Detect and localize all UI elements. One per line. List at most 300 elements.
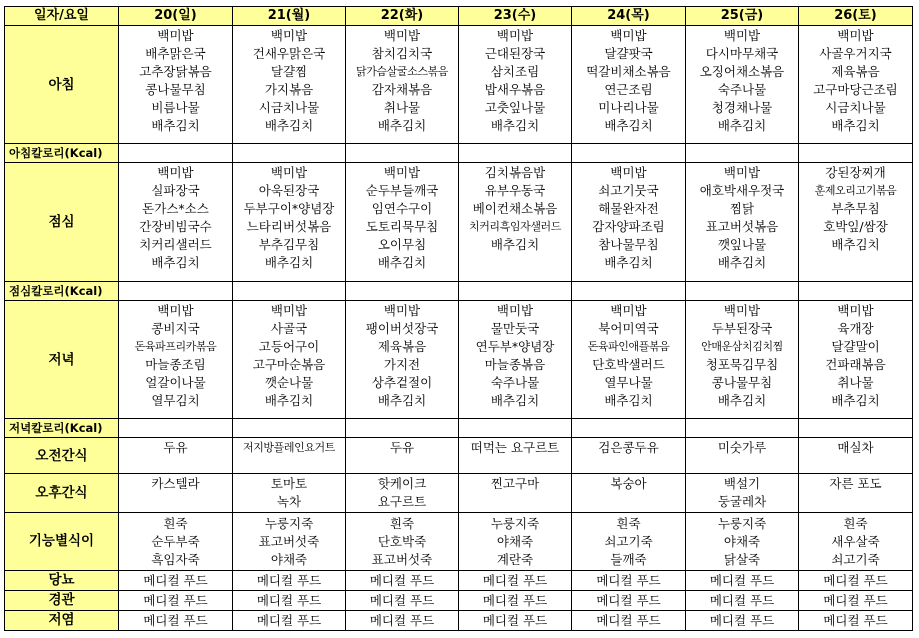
menu-item: 마늘종조림 bbox=[145, 356, 206, 372]
menu-cell bbox=[572, 610, 686, 630]
menu-cell bbox=[119, 512, 233, 570]
menu-item: 두부구이*양념장 bbox=[243, 201, 335, 217]
menu-item: 삼치조림 bbox=[490, 64, 540, 80]
menu-item: 고등어구이 bbox=[258, 338, 320, 354]
menu-item: 고구마당근조림 bbox=[813, 82, 898, 98]
menu-item: 취나물 bbox=[837, 374, 874, 390]
menu-item: 토마토 bbox=[270, 476, 308, 492]
calorie-cell bbox=[346, 419, 459, 438]
menu-item: 배추맑은국 bbox=[145, 46, 206, 62]
calorie-cell bbox=[799, 419, 913, 438]
menu-item: 찐고구마 bbox=[490, 476, 540, 492]
menu-item: 오이무침 bbox=[377, 237, 427, 253]
menu-item: 콩나물무침 bbox=[145, 82, 206, 98]
row-label: 아침칼로리(Kcal) bbox=[5, 144, 119, 163]
row-lunch-cal bbox=[5, 281, 913, 300]
menu-cell bbox=[459, 26, 572, 144]
menu-cell bbox=[346, 590, 459, 610]
menu-cell bbox=[799, 163, 913, 281]
menu-cell bbox=[799, 474, 913, 512]
menu-cell bbox=[119, 570, 233, 590]
menu-item: 감자채볶음 bbox=[371, 82, 433, 98]
menu-item: 배추김치 bbox=[831, 237, 880, 253]
menu-item: 배추김치 bbox=[604, 118, 653, 134]
menu-cell bbox=[459, 163, 572, 281]
menu-item: 사골국 bbox=[270, 320, 308, 336]
menu-item: 사골우거지국 bbox=[819, 46, 892, 62]
calorie-cell bbox=[799, 281, 913, 300]
menu-cell bbox=[459, 512, 572, 570]
menu-cell bbox=[119, 26, 233, 144]
menu-item: 찜닭 bbox=[729, 201, 755, 217]
calorie-cell bbox=[572, 144, 686, 163]
menu-item: 호박잎/쌈장 bbox=[823, 219, 888, 235]
menu-item: 카스텔라 bbox=[151, 476, 200, 492]
meal-plan-table bbox=[4, 6, 913, 631]
menu-item: 연두부*양념장 bbox=[475, 338, 555, 354]
menu-cell bbox=[346, 438, 459, 474]
menu-item: 깻순나물 bbox=[264, 374, 314, 390]
menu-item: 백미밥 bbox=[270, 165, 308, 181]
calorie-cell bbox=[233, 419, 346, 438]
menu-item: 상추겉절이 bbox=[371, 374, 433, 390]
menu-cell bbox=[686, 610, 799, 630]
menu-item: 제육볶음 bbox=[831, 64, 880, 80]
menu-item: 치커리흑임자샐러드 bbox=[468, 220, 562, 234]
menu-item: 메디컬 푸드 bbox=[823, 572, 888, 588]
day-header: 23(수) bbox=[459, 7, 572, 26]
menu-item: 제육볶음 bbox=[377, 338, 427, 354]
menu-cell bbox=[799, 26, 913, 144]
menu-item: 배추김치 bbox=[831, 392, 880, 408]
calorie-cell bbox=[459, 419, 572, 438]
menu-cell bbox=[799, 590, 913, 610]
header-corner: 일자/요일 bbox=[5, 7, 119, 26]
menu-item: 핫케이크 bbox=[377, 476, 427, 492]
menu-cell bbox=[233, 163, 346, 281]
menu-item: 북어미역국 bbox=[598, 320, 659, 336]
menu-cell bbox=[686, 474, 799, 512]
calorie-cell bbox=[119, 144, 233, 163]
menu-item: 매실차 bbox=[837, 440, 874, 456]
menu-item: 밥새우볶음 bbox=[484, 82, 546, 98]
calorie-cell bbox=[233, 144, 346, 163]
menu-item: 고구마순볶음 bbox=[252, 356, 326, 372]
menu-item: 누룽지죽 bbox=[264, 515, 314, 531]
calorie-cell bbox=[799, 144, 913, 163]
menu-item: 닭살죽 bbox=[723, 551, 761, 567]
row-label: 점심칼로리(Kcal) bbox=[5, 281, 119, 300]
menu-cell bbox=[119, 590, 233, 610]
menu-cell bbox=[686, 26, 799, 144]
calorie-cell bbox=[459, 144, 572, 163]
menu-item: 백미밥 bbox=[837, 28, 874, 44]
menu-item: 열무나물 bbox=[604, 374, 653, 390]
menu-item: 오징어채소볶음 bbox=[699, 64, 785, 80]
menu-item: 배추김치 bbox=[377, 255, 427, 271]
menu-item: 메디컬 푸드 bbox=[256, 612, 322, 628]
menu-item: 메디컬 푸드 bbox=[143, 572, 208, 588]
menu-cell bbox=[572, 300, 686, 418]
menu-item: 메디컬 푸드 bbox=[709, 572, 775, 588]
menu-item: 메디컬 푸드 bbox=[369, 612, 435, 628]
menu-item: 메디컬 푸드 bbox=[823, 592, 888, 608]
menu-item: 가지전 bbox=[383, 356, 421, 372]
row-pm-snack bbox=[5, 474, 913, 512]
menu-item: 흰죽 bbox=[843, 515, 868, 531]
menu-item: 떡갈비채소볶음 bbox=[586, 64, 671, 80]
menu-cell bbox=[233, 590, 346, 610]
menu-item: 배추김치 bbox=[717, 118, 767, 134]
menu-item: 물만둣국 bbox=[490, 320, 540, 336]
menu-cell bbox=[686, 300, 799, 418]
menu-item: 돈육파인애플볶음 bbox=[587, 339, 670, 353]
menu-item: 두유 bbox=[389, 440, 415, 456]
menu-item: 배추김치 bbox=[604, 392, 653, 408]
calorie-cell bbox=[119, 419, 233, 438]
day-header: 26(토) bbox=[799, 7, 913, 26]
row-dinner bbox=[5, 300, 913, 418]
calorie-cell bbox=[346, 281, 459, 300]
menu-item: 백미밥 bbox=[723, 28, 761, 44]
menu-item: 메디컬 푸드 bbox=[369, 572, 435, 588]
menu-cell bbox=[233, 570, 346, 590]
menu-item: 육개장 bbox=[837, 320, 874, 336]
menu-item: 두부된장국 bbox=[711, 320, 773, 336]
menu-item: 흰죽 bbox=[389, 515, 415, 531]
menu-item: 베이컨채소볶음 bbox=[472, 201, 558, 217]
calorie-cell bbox=[686, 144, 799, 163]
day-header: 25(금) bbox=[686, 7, 799, 26]
menu-item: 해물완자전 bbox=[598, 201, 659, 217]
menu-cell bbox=[119, 300, 233, 418]
menu-cell bbox=[572, 474, 686, 512]
menu-cell bbox=[233, 26, 346, 144]
menu-item: 아욱된장국 bbox=[258, 183, 320, 199]
row-special bbox=[5, 512, 913, 570]
menu-item: 메디컬 푸드 bbox=[709, 592, 775, 608]
row-lunch bbox=[5, 163, 913, 281]
menu-item: 메디컬 푸드 bbox=[482, 572, 548, 588]
menu-item: 메디컬 푸드 bbox=[482, 592, 548, 608]
menu-item: 들깨죽 bbox=[610, 551, 647, 567]
menu-item: 표고버섯죽 bbox=[371, 551, 433, 567]
menu-item: 백미밥 bbox=[157, 165, 194, 181]
menu-cell bbox=[459, 610, 572, 630]
menu-item: 취나물 bbox=[383, 100, 421, 116]
header-row bbox=[5, 7, 913, 26]
menu-item: 근대된장국 bbox=[484, 46, 546, 62]
menu-cell bbox=[119, 610, 233, 630]
day-header: 20(일) bbox=[119, 7, 233, 26]
menu-cell bbox=[346, 512, 459, 570]
menu-item: 쇠고기뭇국 bbox=[598, 183, 659, 199]
menu-item: 백미밥 bbox=[723, 165, 761, 181]
menu-cell bbox=[346, 26, 459, 144]
row-label: 점심 bbox=[5, 163, 119, 281]
row-label: 기능별식이 bbox=[5, 512, 119, 570]
menu-item: 미숫가루 bbox=[717, 440, 767, 456]
menu-item: 훈제오리고기볶음 bbox=[814, 184, 897, 198]
menu-item: 참나물무침 bbox=[598, 237, 659, 253]
menu-item: 배추김치 bbox=[831, 118, 880, 134]
menu-item: 배추김치 bbox=[151, 118, 200, 134]
menu-item: 도토리묵무침 bbox=[365, 219, 439, 235]
menu-item: 열무김치 bbox=[151, 392, 200, 408]
menu-cell bbox=[572, 590, 686, 610]
menu-cell bbox=[572, 570, 686, 590]
menu-item: 미나리나물 bbox=[598, 100, 659, 116]
menu-cell bbox=[346, 474, 459, 512]
menu-item: 다시마무채국 bbox=[705, 46, 779, 62]
menu-item: 닭가슴살굴소스볶음 bbox=[355, 65, 449, 79]
menu-cell bbox=[233, 512, 346, 570]
menu-item: 쇠고기죽 bbox=[604, 533, 653, 549]
menu-cell bbox=[799, 570, 913, 590]
menu-item: 메디컬 푸드 bbox=[596, 612, 661, 628]
row-diabetes bbox=[5, 570, 913, 590]
menu-item: 얼갈이나물 bbox=[145, 374, 206, 390]
menu-item: 배추김치 bbox=[717, 392, 767, 408]
menu-item: 달걀팟국 bbox=[604, 46, 653, 62]
row-tube bbox=[5, 590, 913, 610]
menu-item: 메디컬 푸드 bbox=[143, 592, 208, 608]
menu-item: 흰죽 bbox=[163, 515, 188, 531]
menu-item: 백미밥 bbox=[610, 165, 647, 181]
menu-item: 청경채나물 bbox=[711, 100, 773, 116]
menu-cell bbox=[233, 610, 346, 630]
menu-item: 백미밥 bbox=[270, 302, 308, 318]
day-header: 24(목) bbox=[572, 7, 686, 26]
menu-item: 표고버섯볶음 bbox=[705, 219, 779, 235]
day-header: 21(월) bbox=[233, 7, 346, 26]
menu-cell bbox=[799, 610, 913, 630]
menu-item: 비름나물 bbox=[151, 100, 200, 116]
menu-item: 배추김치 bbox=[377, 118, 427, 134]
menu-item: 마늘종볶음 bbox=[484, 356, 546, 372]
menu-item: 메디컬 푸드 bbox=[596, 572, 661, 588]
menu-item: 백미밥 bbox=[157, 302, 194, 318]
menu-item: 안매운삼치김치찜 bbox=[701, 339, 783, 353]
menu-item: 백미밥 bbox=[496, 302, 534, 318]
row-breakfast bbox=[5, 26, 913, 144]
menu-item: 시금치나물 bbox=[258, 100, 320, 116]
menu-item: 김치볶음밥 bbox=[484, 165, 546, 181]
menu-item: 배추김치 bbox=[264, 118, 314, 134]
menu-cell bbox=[459, 438, 572, 474]
menu-item: 배추김치 bbox=[151, 255, 200, 271]
menu-item: 백설기 bbox=[723, 476, 761, 492]
menu-item: 메디컬 푸드 bbox=[369, 592, 435, 608]
menu-item: 고추장닭볶음 bbox=[139, 64, 212, 80]
menu-item: 메디컬 푸드 bbox=[596, 592, 661, 608]
menu-cell bbox=[686, 512, 799, 570]
menu-item: 흰죽 bbox=[616, 515, 641, 531]
calorie-cell bbox=[686, 419, 799, 438]
menu-item: 백미밥 bbox=[610, 28, 647, 44]
menu-cell bbox=[233, 474, 346, 512]
menu-item: 콩나물무침 bbox=[711, 374, 773, 390]
menu-item: 부추무침 bbox=[831, 201, 880, 217]
menu-item: 검은콩두유 bbox=[598, 440, 659, 456]
menu-item: 저지방플레인요거트 bbox=[242, 441, 336, 455]
menu-item: 간장비빔국수 bbox=[139, 219, 212, 235]
menu-item: 두유 bbox=[163, 440, 188, 456]
menu-item: 백미밥 bbox=[383, 28, 421, 44]
menu-item: 메디컬 푸드 bbox=[256, 572, 322, 588]
menu-item: 야채죽 bbox=[270, 551, 308, 567]
menu-item: 느타리버섯볶음 bbox=[246, 219, 332, 235]
menu-item: 참치김치국 bbox=[371, 46, 433, 62]
menu-item: 녹차 bbox=[276, 494, 302, 510]
calorie-cell bbox=[572, 281, 686, 300]
menu-cell bbox=[686, 590, 799, 610]
row-dinner-cal bbox=[5, 419, 913, 438]
menu-item: 쇠고기죽 bbox=[831, 551, 880, 567]
menu-item: 고춧잎나물 bbox=[484, 100, 546, 116]
menu-cell bbox=[572, 26, 686, 144]
menu-cell bbox=[686, 163, 799, 281]
menu-item: 누룽지죽 bbox=[717, 515, 767, 531]
menu-item: 백미밥 bbox=[157, 28, 194, 44]
menu-item: 메디컬 푸드 bbox=[143, 612, 208, 628]
row-label: 오후간식 bbox=[5, 474, 119, 512]
menu-item: 돈육파프리카볶음 bbox=[134, 339, 217, 353]
menu-cell bbox=[459, 570, 572, 590]
menu-item: 배추김치 bbox=[490, 118, 540, 134]
menu-item: 배추김치 bbox=[717, 255, 767, 271]
row-label: 오전간식 bbox=[5, 438, 119, 474]
menu-item: 연근조림 bbox=[604, 82, 653, 98]
menu-item: 요구르트 bbox=[377, 494, 427, 510]
menu-item: 백미밥 bbox=[837, 302, 874, 318]
menu-item: 복숭아 bbox=[610, 476, 647, 492]
menu-item: 순두부들깨국 bbox=[365, 183, 439, 199]
menu-item: 단호박샐러드 bbox=[592, 356, 665, 372]
menu-item: 누룽지죽 bbox=[490, 515, 540, 531]
calorie-cell bbox=[686, 281, 799, 300]
menu-cell bbox=[686, 438, 799, 474]
menu-item: 숙주나물 bbox=[490, 374, 540, 390]
menu-item: 달걀찜 bbox=[270, 64, 308, 80]
menu-item: 야채죽 bbox=[723, 533, 761, 549]
row-label: 당뇨 bbox=[5, 570, 119, 590]
menu-item: 백미밥 bbox=[270, 28, 308, 44]
menu-item: 흑임자죽 bbox=[151, 551, 200, 567]
menu-item: 메디컬 푸드 bbox=[823, 612, 888, 628]
menu-item: 배추김치 bbox=[377, 392, 427, 408]
day-header: 22(화) bbox=[346, 7, 459, 26]
row-label: 저녁칼로리(Kcal) bbox=[5, 419, 119, 438]
menu-cell bbox=[799, 300, 913, 418]
menu-item: 배추김치 bbox=[264, 392, 314, 408]
menu-cell bbox=[459, 300, 572, 418]
calorie-cell bbox=[572, 419, 686, 438]
menu-cell bbox=[686, 570, 799, 590]
menu-item: 배추김치 bbox=[490, 237, 540, 253]
menu-item: 단호박죽 bbox=[377, 533, 427, 549]
menu-cell bbox=[233, 438, 346, 474]
menu-cell bbox=[572, 163, 686, 281]
row-am-snack bbox=[5, 438, 913, 474]
menu-item: 떠먹는 요구르트 bbox=[470, 440, 560, 456]
menu-cell bbox=[119, 163, 233, 281]
menu-item: 배추김치 bbox=[264, 255, 314, 271]
menu-item: 달걀말이 bbox=[831, 338, 880, 354]
menu-item: 야채죽 bbox=[496, 533, 534, 549]
menu-item: 실파장국 bbox=[151, 183, 200, 199]
menu-item: 애호박새우젓국 bbox=[699, 183, 785, 199]
menu-item: 숙주나물 bbox=[717, 82, 767, 98]
menu-item: 표고버섯죽 bbox=[258, 533, 320, 549]
menu-item: 계란죽 bbox=[496, 551, 534, 567]
menu-item: 청포묵김무침 bbox=[705, 356, 779, 372]
menu-item: 배추김치 bbox=[490, 392, 540, 408]
menu-item: 임연수구이 bbox=[371, 201, 433, 217]
menu-item: 건새우맑은국 bbox=[252, 46, 326, 62]
calorie-cell bbox=[459, 281, 572, 300]
menu-item: 둥굴레차 bbox=[717, 494, 767, 510]
menu-item: 백미밥 bbox=[383, 302, 421, 318]
menu-cell bbox=[346, 163, 459, 281]
menu-item: 메디컬 푸드 bbox=[256, 592, 322, 608]
row-low-salt bbox=[5, 610, 913, 630]
menu-item: 팽이버섯장국 bbox=[365, 320, 439, 336]
menu-item: 메디컬 푸드 bbox=[709, 612, 775, 628]
row-label: 저녁 bbox=[5, 300, 119, 418]
menu-cell bbox=[119, 474, 233, 512]
menu-cell bbox=[346, 300, 459, 418]
menu-item: 자른 포도 bbox=[829, 476, 882, 492]
calorie-cell bbox=[346, 144, 459, 163]
menu-item: 백미밥 bbox=[496, 28, 534, 44]
menu-item: 부추김무침 bbox=[258, 237, 320, 253]
menu-cell bbox=[346, 570, 459, 590]
menu-cell bbox=[459, 474, 572, 512]
menu-item: 배추김치 bbox=[604, 255, 653, 271]
menu-item: 유부우동국 bbox=[484, 183, 546, 199]
menu-cell bbox=[346, 610, 459, 630]
menu-cell bbox=[572, 512, 686, 570]
menu-item: 가지볶음 bbox=[264, 82, 314, 98]
menu-item: 백미밥 bbox=[610, 302, 647, 318]
menu-item: 치커리샐러드 bbox=[139, 237, 212, 253]
menu-item: 시금치나물 bbox=[825, 100, 886, 116]
menu-item: 강된장찌개 bbox=[825, 165, 886, 181]
row-label: 경관 bbox=[5, 590, 119, 610]
menu-item: 콩비지국 bbox=[151, 320, 200, 336]
row-breakfast-cal bbox=[5, 144, 913, 163]
menu-cell bbox=[799, 512, 913, 570]
calorie-cell bbox=[233, 281, 346, 300]
row-label: 저염 bbox=[5, 610, 119, 630]
menu-item: 백미밥 bbox=[723, 302, 761, 318]
menu-item: 메디컬 푸드 bbox=[482, 612, 548, 628]
menu-item: 깻잎나물 bbox=[717, 237, 767, 253]
menu-cell bbox=[572, 438, 686, 474]
menu-cell bbox=[459, 590, 572, 610]
menu-item: 돈가스*소스 bbox=[142, 201, 209, 217]
calorie-cell bbox=[119, 281, 233, 300]
row-label: 아침 bbox=[5, 26, 119, 144]
menu-item: 건파래볶음 bbox=[825, 356, 886, 372]
menu-item: 새우살죽 bbox=[831, 533, 880, 549]
menu-item: 백미밥 bbox=[383, 165, 421, 181]
menu-item: 순두부죽 bbox=[151, 533, 200, 549]
menu-cell bbox=[233, 300, 346, 418]
menu-item: 감자양파조림 bbox=[592, 219, 665, 235]
menu-cell bbox=[799, 438, 913, 474]
